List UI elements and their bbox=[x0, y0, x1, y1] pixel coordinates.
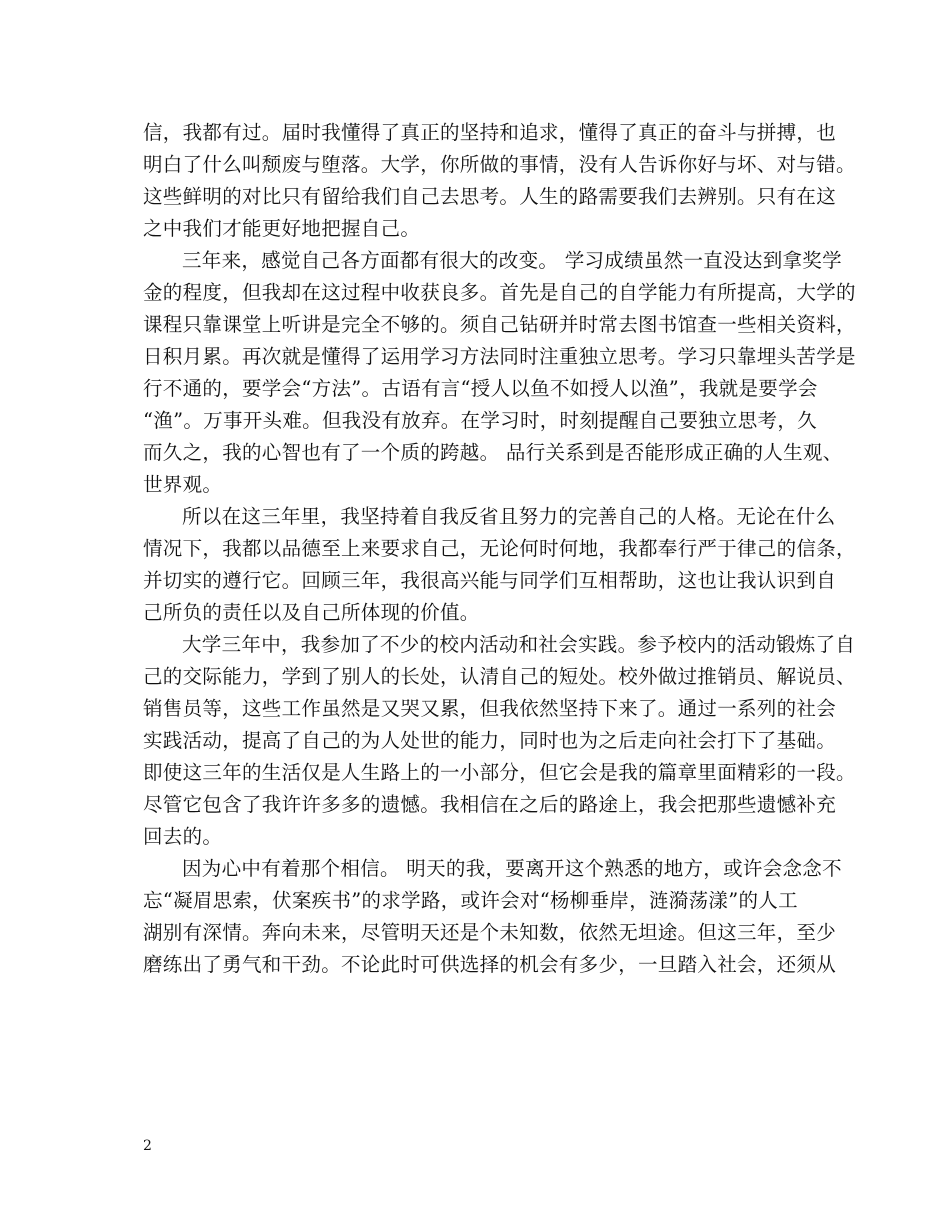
text-line: “渔”。万事开头难。但我没有放弃。在学习时，时刻提醒自己要独立思考，久 bbox=[143, 409, 817, 432]
text-line: 回去的。 bbox=[143, 825, 223, 848]
text-line: 忘“凝眉思索，伏案疾书”的求学路，或许会对“杨柳垂岸，涟漪荡漾”的人工 bbox=[143, 889, 798, 912]
text-line: 信，我都有过。届时我懂得了真正的坚持和追求，懂得了真正的奋斗与拼搏，也 bbox=[143, 121, 837, 144]
text-line: 三年来，感觉自己各方面都有很大的改变。 学习成绩虽然一直没达到拿奖学 bbox=[182, 249, 842, 272]
text-line: 世界观。 bbox=[143, 473, 223, 496]
text-line: 尽管它包含了我许许多多的遗憾。我相信在之后的路途上，我会把那些遗憾补充 bbox=[143, 793, 837, 816]
text-line: 明白了什么叫颓废与堕落。大学，你所做的事情，没有人告诉你好与坏、对与错。 bbox=[143, 153, 856, 176]
text-line: 实践活动，提高了自己的为人处世的能力，同时也为之后走向社会打下了基础。 bbox=[143, 729, 837, 752]
text-line: 所以在这三年里，我坚持着自我反省且努力的完善自己的人格。无论在什么 bbox=[182, 505, 836, 528]
text-line: 大学三年中，我参加了不少的校内活动和社会实践。参予校内的活动锻炼了自 bbox=[182, 633, 856, 656]
text-line: 销售员等，这些工作虽然是又哭又累，但我依然坚持下来了。通过一系列的社会 bbox=[143, 697, 837, 720]
text-line: 课程只靠课堂上听讲是完全不够的。须自己钻研并时常去图书馆查一些相关资料， bbox=[143, 313, 856, 336]
text-line: 这些鲜明的对比只有留给我们自己去思考。人生的路需要我们去辨别。只有在这 bbox=[143, 185, 837, 208]
text-line: 情况下，我都以品德至上来要求自己，无论何时何地，我都奉行严于律己的信条， bbox=[143, 537, 856, 560]
text-line: 己所负的责任以及自己所体现的价值。 bbox=[143, 601, 480, 624]
text-line: 行不通的，要学会“方法”。古语有言“授人以鱼不如授人以渔”，我就是要学会 bbox=[143, 377, 818, 400]
text-line: 日积月累。再次就是懂得了运用学习方法同时注重独立思考。学习只靠埋头苦学是 bbox=[143, 345, 856, 368]
text-line: 湖别有深情。奔向未来，尽管明天还是个未知数，依然无坦途。但这三年，至少 bbox=[143, 921, 837, 944]
page-number: 2 bbox=[143, 1138, 152, 1154]
text-line: 之中我们才能更好地把握自己。 bbox=[143, 217, 421, 240]
text-line: 磨练出了勇气和干劲。不论此时可供选择的机会有多少，一旦踏入社会，还须从 bbox=[143, 953, 837, 976]
text-line: 己的交际能力，学到了别人的长处，认清自己的短处。校外做过推销员、解说员、 bbox=[143, 665, 856, 688]
text-line: 因为心中有着那个相信。 明天的我，要离开这个熟悉的地方，或许会念念不 bbox=[182, 857, 842, 880]
text-line: 即使这三年的生活仅是人生路上的一小部分，但它会是我的篇章里面精彩的一段。 bbox=[143, 761, 856, 784]
text-line: 金的程度，但我却在这过程中收获良多。首先是自己的自学能力有所提高，大学的 bbox=[143, 281, 856, 304]
text-line: 并切实的遵行它。回顾三年，我很高兴能与同学们互相帮助，这也让我认识到自 bbox=[143, 569, 837, 592]
text-line: 而久之，我的心智也有了一个质的跨越。 品行关系到是否能形成正确的人生观、 bbox=[143, 441, 843, 464]
